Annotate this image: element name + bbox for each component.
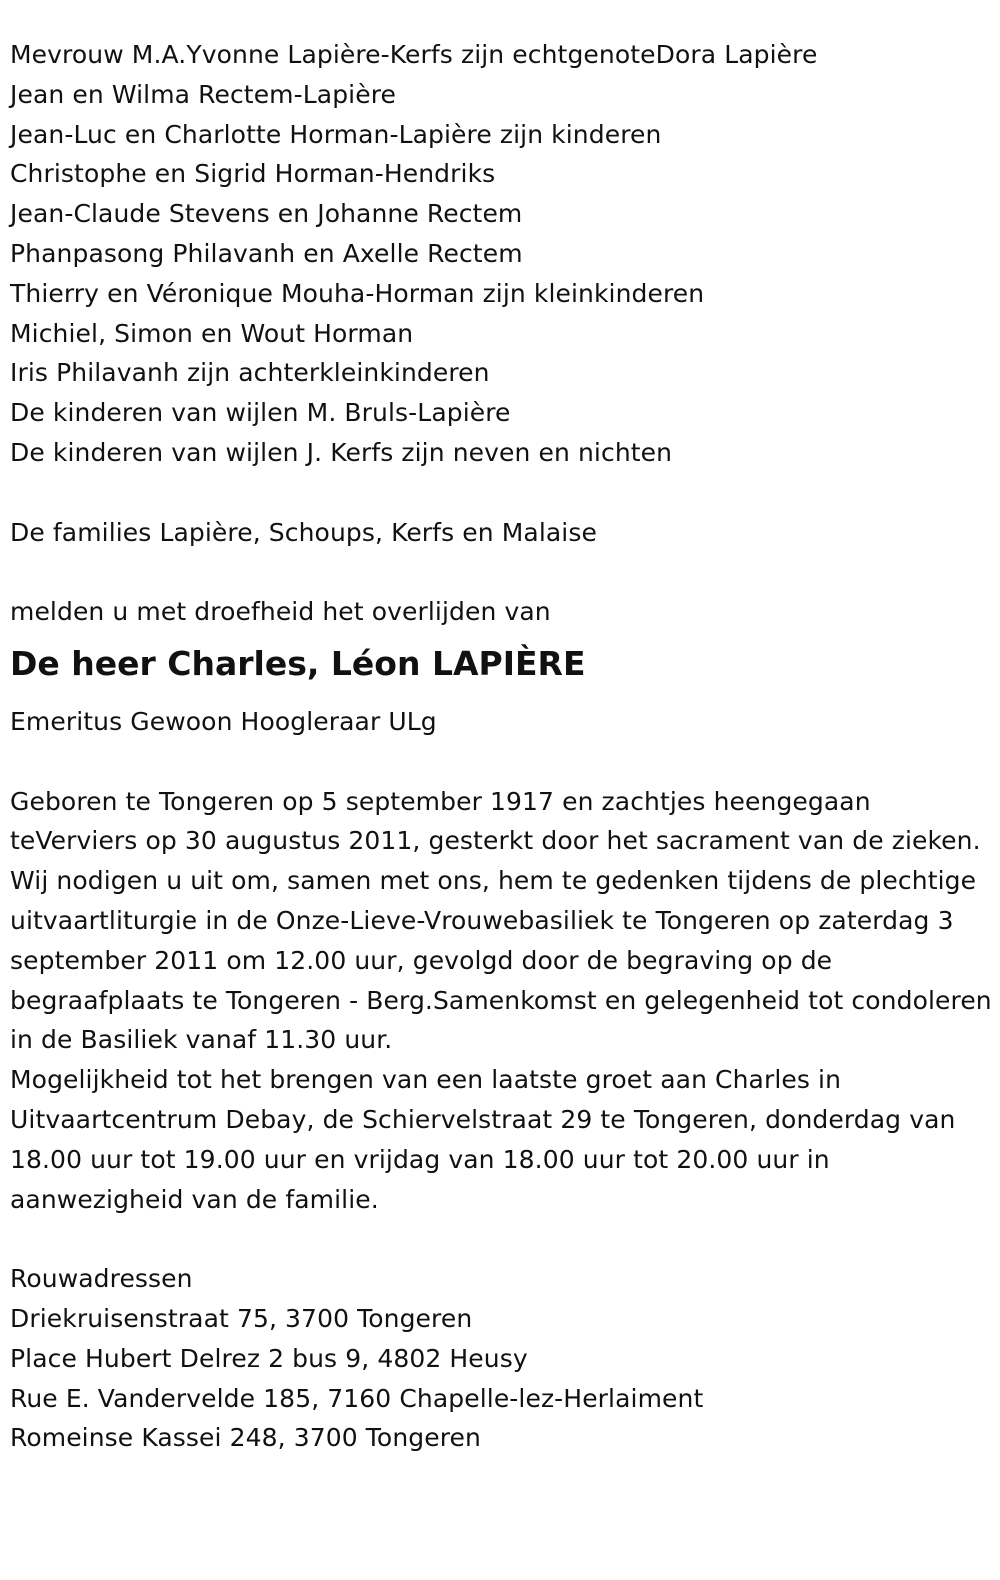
families-line: De families Lapière, Schoups, Kerfs en Malaise [10, 517, 597, 547]
family-line: Iris Philavanh zijn achterkleinkinderen [10, 358, 490, 388]
family-line: De kinderen van wijlen J. Kerfs zijn neven en nichten [10, 437, 673, 467]
family-line: Jean-Luc en Charlotte Horman-Lapière zijn kinderen [10, 119, 662, 149]
family-line: Jean-Claude Stevens en Johanne Rectem [10, 199, 523, 229]
birth-death-paragraph: Geboren te Tongeren op 5 september 1917 en zachtjes heengegaan teVerviers op 30 augustus 2011, gesterkt door het sacrament van de zieken. [10, 786, 981, 856]
spacer [10, 742, 995, 782]
family-line: De kinderen van wijlen M. Bruls-Lapière [10, 398, 511, 428]
farewell-paragraph: Mogelijkheid tot het brengen van een laatste groet aan Charles in Uitvaartcentrum Debay, de Schiervelstraat 29 te Tongeren, donderdag van 18.00 uur tot 19.00 uur en vrijdag van 18.00 uur tot 20.00 uur in aanwezigheid van de familie. [10, 1065, 956, 1214]
deceased-title: Emeritus Gewoon Hoogleraar ULg [10, 706, 437, 736]
addresses-section [10, 1259, 995, 1458]
spacer [10, 473, 995, 513]
spacer [10, 1219, 995, 1259]
address-line: Rue E. Vandervelde 185, 7160 Chapelle-lez-Herlaiment [10, 1383, 704, 1413]
family-members-list [10, 35, 995, 473]
address-line: Romeinse Kassei 248, 3700 Tongeren [10, 1423, 481, 1453]
obituary-document [10, 35, 995, 1458]
family-line: Mevrouw M.A.Yvonne Lapière-Kerfs zijn echtgenoteDora Lapière [10, 40, 818, 69]
spacer [10, 552, 995, 592]
family-line: Jean en Wilma Rectem-Lapière [10, 79, 397, 109]
family-line: Phanpasong Philavanh en Axelle Rectem [10, 238, 523, 268]
address-line: Driekruisenstraat 75, 3700 Tongeren [10, 1303, 473, 1333]
funeral-paragraph: Wij nodigen u uit om, samen met ons, hem te gedenken tijdens de plechtige uitvaartliturgie in de Onze-Lieve-Vrouwebasiliek te Tongeren op zaterdag 3 september 2011 om 12.00 uur, gevolgd door de begraving op de begraafplaats te Tongeren - Berg.Samenkomst en gelegenheid tot condoleren in de Basiliek vanaf 11.30 uur. [10, 866, 992, 1055]
family-line: Michiel, Simon en Wout Horman [10, 318, 414, 348]
family-line: Thierry en Véronique Mouha-Horman zijn kleinkinderen [10, 278, 705, 308]
deceased-name: De heer Charles, Léon LAPIÈRE [10, 643, 586, 683]
address-line: Place Hubert Delrez 2 bus 9, 4802 Heusy [10, 1343, 528, 1373]
family-line: Christophe en Sigrid Horman-Hendriks [10, 159, 496, 189]
addresses-heading: Rouwadressen [10, 1264, 193, 1294]
announcement-text: melden u met droefheid het overlijden van [10, 597, 551, 627]
